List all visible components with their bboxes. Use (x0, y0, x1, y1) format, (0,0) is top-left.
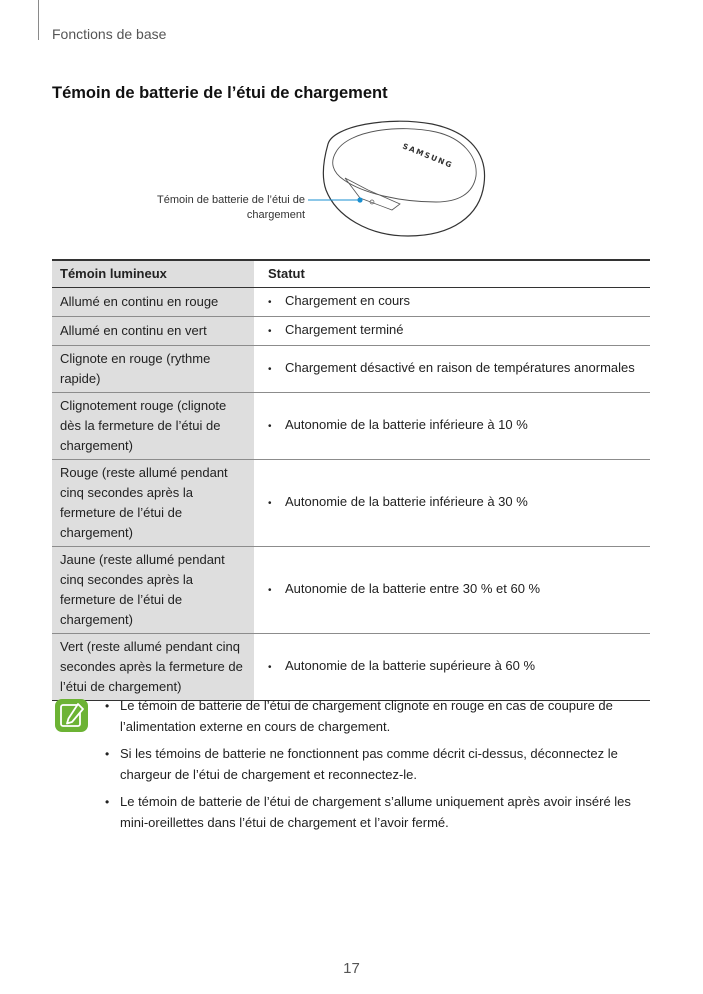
status-text: Chargement désactivé en raison de températures anormales (285, 360, 635, 375)
status-cell: • Chargement terminé (254, 317, 650, 346)
led-cell: Allumé en continu en vert (52, 317, 254, 346)
brand-logo: SAMSUNG (401, 141, 455, 171)
table-row (52, 346, 650, 393)
status-text: Chargement en cours (285, 293, 411, 308)
charging-case-illustration (140, 118, 500, 248)
page-title: Témoin de batterie de l’étui de chargement (52, 84, 388, 102)
table-row (52, 547, 650, 634)
led-callout-label: Témoin de batterie de l’étui de chargement (157, 194, 305, 221)
note-text: Le témoin de batterie de l’étui de chargement clignote en rouge en cas de coupure de l’alimentation externe en cours de chargement. (120, 698, 613, 734)
status-cell: • Autonomie de la batterie entre 30 % et 60 % (254, 547, 650, 634)
section-header: Fonctions de base (52, 26, 167, 42)
led-cell: Allumé en continu en rouge (52, 288, 254, 317)
led-cell: Rouge (reste allumé pendant cinq secondes après la fermeture de l’étui de chargement) (52, 460, 254, 547)
column-header-led: Témoin lumineux (52, 260, 254, 288)
case-body-outline (323, 121, 484, 236)
status-cell: • Chargement en cours (254, 288, 650, 317)
table-row (52, 460, 650, 547)
status-cell: • Autonomie de la batterie inférieure à 30 % (254, 460, 650, 547)
status-text: Chargement terminé (285, 322, 404, 337)
led-status-table (52, 259, 650, 701)
header-rule (38, 0, 39, 40)
status-cell: • Autonomie de la batterie supérieure à 60 % (254, 634, 650, 701)
led-cell: Clignotement rouge (clignote dès la fermeture de l’étui de chargement) (52, 393, 254, 460)
status-cell: • Chargement désactivé en raison de températures anormales (254, 346, 650, 393)
list-item: • Le témoin de batterie de l’étui de chargement clignote en rouge en cas de coupure de l’alimentation externe en cours de chargement. (105, 698, 613, 734)
table-row (52, 288, 650, 317)
note-text: Le témoin de batterie de l’étui de chargement s’allume uniquement après avoir inséré les mini-oreillettes dans l’étui de chargement et l’avoir fermé. (120, 794, 631, 830)
note-text: Si les témoins de batterie ne fonctionnent pas comme décrit ci-dessus, déconnectez le chargeur de l’étui de chargement et reconnectez-le. (120, 746, 618, 782)
column-header-status: Statut (254, 260, 650, 288)
led-cell: Jaune (reste allumé pendant cinq secondes après la fermeture de l’étui de chargement) (52, 547, 254, 634)
table-row (52, 634, 650, 701)
list-item: • Le témoin de batterie de l’étui de chargement s’allume uniquement après avoir inséré les mini-oreillettes dans l’étui de chargement et l’avoir fermé. (105, 794, 631, 830)
table-row (52, 393, 650, 460)
list-item: • Si les témoins de batterie ne fonctionnent pas comme décrit ci-dessus, déconnectez le chargeur de l’étui de chargement et reconnectez-le. (105, 746, 618, 782)
status-text: Autonomie de la batterie inférieure à 10 % (285, 417, 528, 432)
note-list (105, 696, 650, 840)
led-cell: Vert (reste allumé pendant cinq secondes après la fermeture de l’étui de chargement) (52, 634, 254, 701)
note-pencil-icon (55, 699, 88, 732)
page-number: 17 (343, 960, 360, 977)
status-text: Autonomie de la batterie entre 30 % et 60 % (285, 581, 541, 596)
status-cell: • Autonomie de la batterie inférieure à 10 % (254, 393, 650, 460)
status-text: Autonomie de la batterie supérieure à 60 % (285, 658, 536, 673)
status-text: Autonomie de la batterie inférieure à 30 % (285, 494, 528, 509)
callout-dot (357, 197, 362, 202)
led-cell: Clignote en rouge (rythme rapide) (52, 346, 254, 393)
table-row (52, 317, 650, 346)
